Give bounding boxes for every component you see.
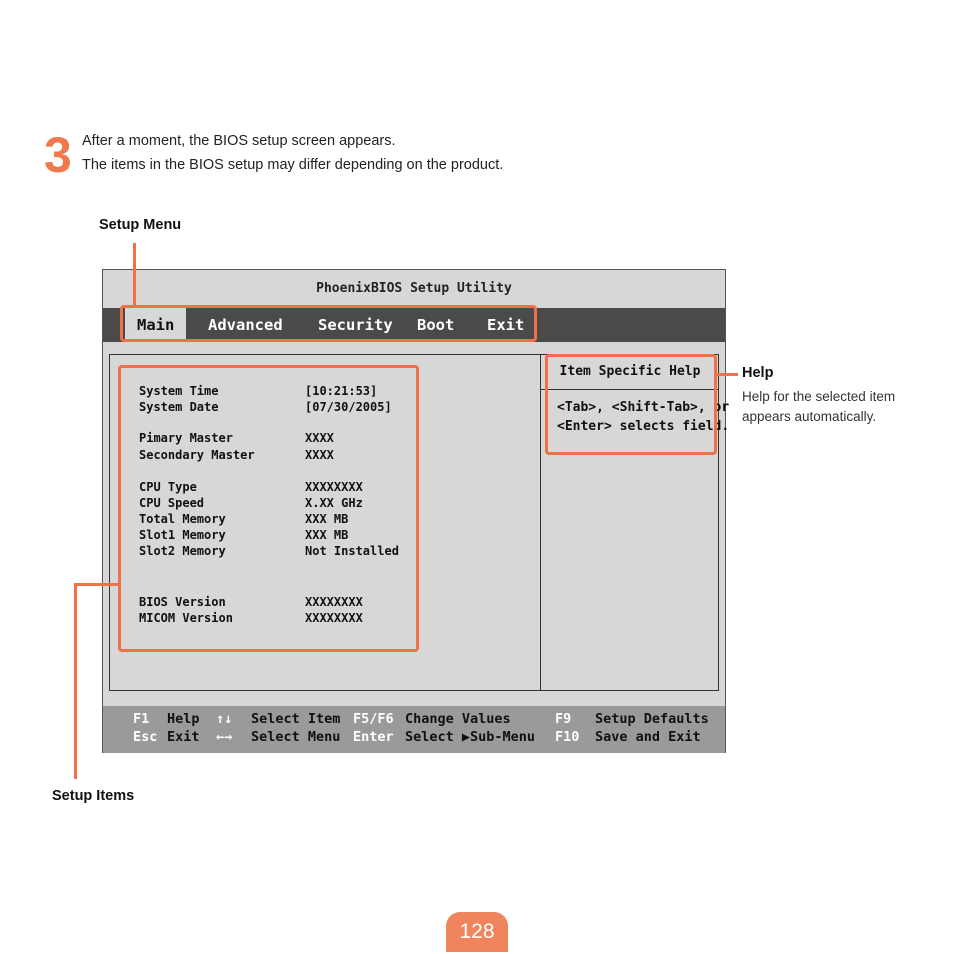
item-value-total-memory: XXX MB bbox=[305, 512, 349, 526]
item-label-system-time[interactable]: System Time bbox=[139, 384, 219, 398]
menu-tab-security[interactable]: Security bbox=[318, 316, 393, 334]
item-label-secondary-master[interactable]: Secondary Master bbox=[139, 448, 255, 462]
setup-menu-highlight bbox=[120, 305, 537, 342]
help-body-line1: <Tab>, <Shift-Tab>, or bbox=[557, 400, 730, 415]
key-f9[interactable]: F9 bbox=[555, 711, 572, 727]
setup-menu-label: Setup Menu bbox=[99, 217, 182, 233]
key-enter-desc: Select ▶Sub-Menu bbox=[405, 729, 536, 745]
key-f10[interactable]: F10 bbox=[555, 729, 580, 745]
item-label-bios-version: BIOS Version bbox=[139, 595, 226, 609]
item-label-cpu-speed: CPU Speed bbox=[139, 496, 205, 510]
help-connector bbox=[715, 373, 738, 376]
key-f10-desc: Save and Exit bbox=[595, 729, 701, 745]
step-text-line2: The items in the BIOS setup may differ depending on the product. bbox=[82, 157, 504, 173]
setup-items-label: Setup Items bbox=[52, 788, 135, 804]
help-highlight bbox=[545, 354, 717, 455]
item-value-slot1-memory: XXX MB bbox=[305, 528, 349, 542]
key-f5f6-desc: Change Values bbox=[405, 711, 511, 727]
setup-menu-connector bbox=[133, 243, 136, 306]
key-leftright-arrows-icon[interactable]: ←→ bbox=[216, 729, 233, 745]
key-esc-desc: Exit bbox=[167, 729, 200, 745]
help-desc-line2: appears automatically. bbox=[742, 409, 877, 424]
menu-tab-main[interactable]: Main bbox=[125, 308, 186, 342]
page-number: 128 bbox=[459, 920, 495, 943]
item-value-secondary-master: XXXX bbox=[305, 448, 334, 462]
item-value-slot2-memory: Not Installed bbox=[305, 544, 399, 558]
item-value-bios-version: XXXXXXXX bbox=[305, 595, 363, 609]
item-value-cpu-speed: X.XX GHz bbox=[305, 496, 363, 510]
step-number: 3 bbox=[44, 127, 72, 183]
key-enter[interactable]: Enter bbox=[353, 729, 394, 745]
item-value-micom-version: XXXXXXXX bbox=[305, 611, 363, 625]
item-value-system-date[interactable]: [07/30/2005] bbox=[305, 400, 392, 414]
menu-tab-boot[interactable]: Boot bbox=[417, 316, 455, 334]
menu-tab-exit[interactable]: Exit bbox=[487, 316, 525, 334]
item-label-system-date[interactable]: System Date bbox=[139, 400, 219, 414]
item-label-micom-version: MICOM Version bbox=[139, 611, 233, 625]
item-value-system-time[interactable]: [10:21:53] bbox=[305, 384, 378, 398]
help-body-line2: <Enter> selects field. bbox=[557, 419, 730, 434]
help-desc-line1: Help for the selected item bbox=[742, 389, 896, 404]
item-value-cpu-type: XXXXXXXX bbox=[305, 480, 363, 494]
key-f5f6[interactable]: F5/F6 bbox=[353, 711, 394, 727]
item-value-primary-master: XXXX bbox=[305, 431, 334, 445]
item-specific-help-title: Item Specific Help bbox=[541, 354, 719, 390]
step-text-line1: After a moment, the BIOS setup screen appears. bbox=[82, 133, 396, 149]
setup-items-highlight bbox=[118, 365, 419, 652]
key-esc[interactable]: Esc bbox=[133, 729, 158, 745]
key-f9-desc: Setup Defaults bbox=[595, 711, 709, 727]
menu-tab-advanced[interactable]: Advanced bbox=[208, 316, 283, 334]
bios-footer bbox=[103, 706, 725, 753]
key-f1-desc: Help bbox=[167, 711, 200, 727]
bios-title: PhoenixBIOS Setup Utility bbox=[316, 281, 512, 296]
item-label-cpu-type: CPU Type bbox=[139, 480, 197, 494]
setup-items-connector-h bbox=[74, 583, 120, 586]
key-updown-arrows-icon[interactable]: ↑↓ bbox=[216, 711, 233, 727]
key-leftright-desc: Select Menu bbox=[251, 729, 341, 745]
item-label-total-memory: Total Memory bbox=[139, 512, 226, 526]
key-f1[interactable]: F1 bbox=[133, 711, 150, 727]
key-updown-desc: Select Item bbox=[251, 711, 341, 727]
item-label-slot1-memory: Slot1 Memory bbox=[139, 528, 226, 542]
setup-items-connector-v bbox=[74, 583, 77, 779]
help-label: Help bbox=[742, 365, 774, 381]
item-label-primary-master[interactable]: Pimary Master bbox=[139, 431, 233, 445]
bios-panel-divider bbox=[540, 354, 541, 691]
item-label-slot2-memory: Slot2 Memory bbox=[139, 544, 226, 558]
